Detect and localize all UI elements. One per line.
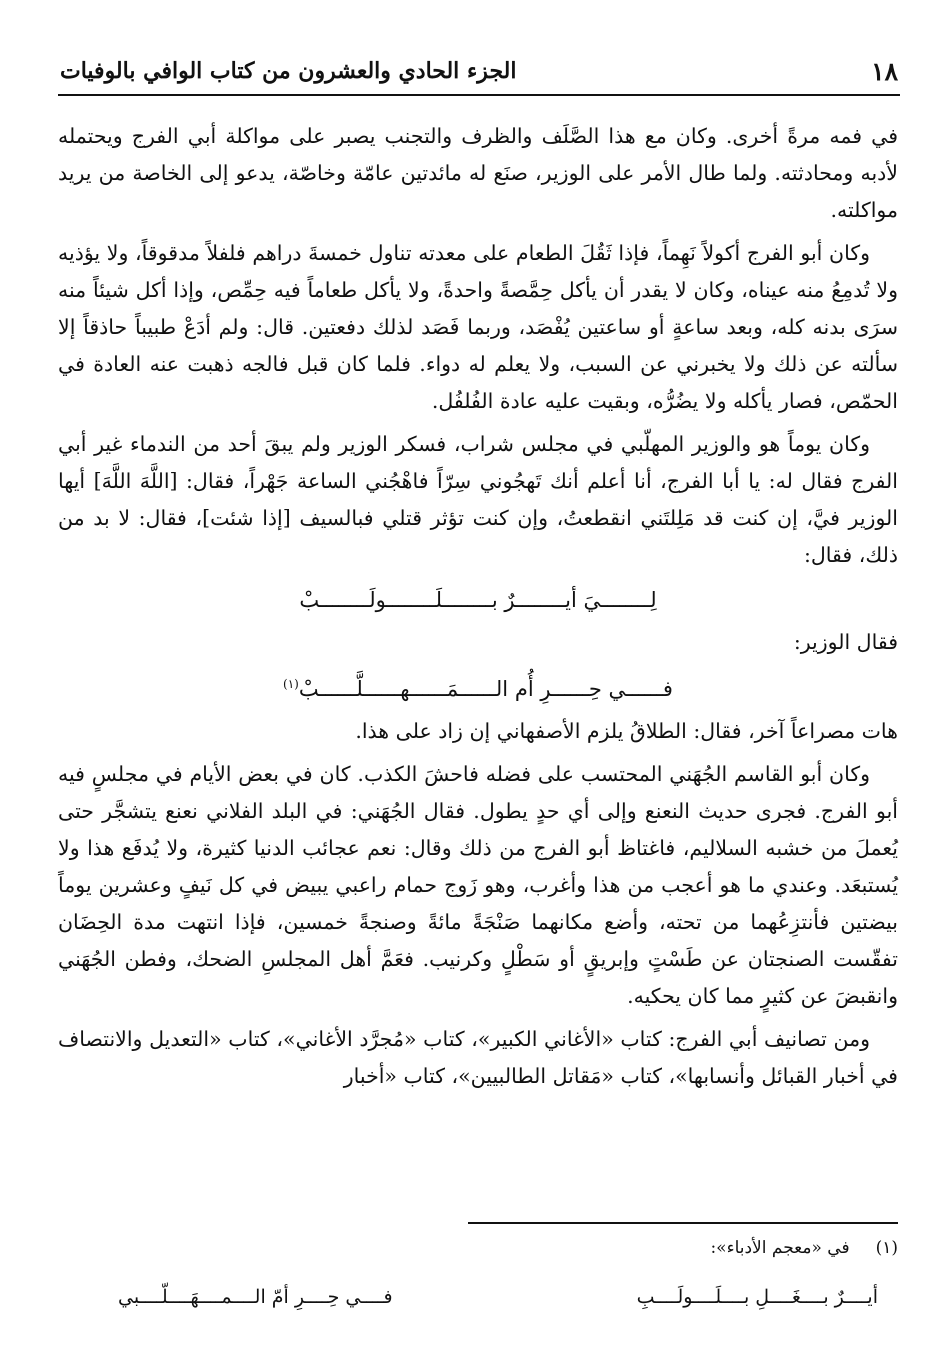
vizier-label: فقال الوزير:: [793, 630, 898, 654]
paragraph-1: في فمه مرةً أخرى. وكان مع هذا الصَّلَف والظرف والتجنب يصبر على مواكلة أبي الفرج ويحتمله لأدبه ومحادثته. ولما طال الأمر على الوزير، صنَع له مائدتين عامّة وخاصّة، يدعو إلى الخاصة من يريد مواكلته.: [58, 124, 898, 222]
header-rule: [58, 94, 900, 96]
page-header: [60, 54, 898, 88]
footnote-number: (١): [875, 1238, 898, 1258]
footnote-verse: [58, 1286, 898, 1308]
paragraph-5: وكان أبو القاسم الجُهَني المحتسب على فضله فاحشَ الكذب. كان في بعض الأيام في مجلسٍ فيه أبو الفرج. فجرى حديث النعنع وإلى أي حدٍ يطول. فقال الجُهَني: في البلد الفلاني نعنع يتشجَّر حتى يُعملَ من خشبه السلاليم، فاغتاظ أبو الفرج من ذلك وقال: نعم عجائب الدنيا كثيرة، ولا يُدفَع هذا ولا يُستبعَد. وعندي ما هو أعجب من هذا وأغرب، وهو زَوج حمام راعبي يبيض في كل نَيفٍ وعشرين يوماً بيضتين فأنتزِعُهما من تحته، وأضع مكانهما صَنْجَةً مائةً وصنجةً خمسين، فإذا انتهت مدة الحِضَان تفقّست الصنجتان عن طَسْتٍ وإبريقٍ أو سَطْلٍ وكرنيب. فعَمَّ أهل المجلسِ الضحك، وفطن الجُهَني وانقبضَ عن كثيرٍ مما كان يحكيه.: [58, 762, 898, 1008]
footnote-verse-a: أيــــرٌ بــــغَــــلِ بــــلَــــولَــــبِ: [636, 1286, 878, 1308]
footnote-1: [58, 1232, 898, 1264]
main-text: [58, 118, 898, 1101]
paragraph-2: وكان أبو الفرج أكولاً نَهِماً، فإذا ثَقُلَ الطعام على معدته تناول خمسةَ دراهم فلفلاً مدقوقاً، ولا يؤذيه ولا تُدمِعُ منه عيناه، وكان لا يقدر أن يأكل حِمَّصةً واحدةً، ولا يأكل طعاماً فيه حِمِّص، وإذا أكل شيئاً منه سرَى بدنه كله، وبعد ساعةٍ أو ساعتين يُفْصَد، وربما فَصَد لذلك دفعتين. قال: ولم أدَعْ طبيباً حاذقاً إلا سألته عن ذلك ولا يخبرني عن السبب، ولا يعلم له دواء. فلما كان قبل فالجه ذهبت عنه العادة في الحمّص، فصار يأكله ولا يضُرُّه، وبقيت عليه عادة الفُلفُل.: [58, 241, 898, 413]
footnote-rule: [468, 1222, 898, 1224]
paragraph-4: هات مصراعاً آخر، فقال: الطلاقُ يلزم الأصفهاني إن زاد على هذا.: [355, 719, 898, 743]
verse-line-2: [58, 664, 898, 709]
running-title: الجزء الحادي والعشرون من كتاب الوافي بالوفيات: [60, 58, 517, 84]
footnote-text: في «معجم الأدباء»:: [710, 1238, 850, 1258]
paragraph-3: وكان يوماً هو والوزير المهلّبي في مجلس شراب، فسكر الوزير ولم يبقَ أحد من الندماء غير أبي الفرج فقال له: يا أبا الفرج، أنا أعلم أنك تَهجُوني سِرّاً فاهْجُني الساعة جَهْراً، فقال: [اللَّهَ اللَّهَ] أيها الوزير فيَّ، إن كنت قد مَلِلتَني انقطعتُ، وإن كنت تؤثر قتلي فبالسيف [إذا شئت]، فقال: لا بد من ذلك، فقال:: [58, 432, 898, 567]
footnote-marker: (١): [283, 677, 299, 691]
verse-line-1: لِــــــــيَ أيــــــــرٌ بــــــــلَــــــــولَــــــــبْ: [299, 588, 657, 612]
verse-line-2-text: فــــــي حِــــــرِ أُم الــــــمَــــــهــــــلَّــــــبْ: [298, 677, 673, 701]
paragraph-6: ومن تصانيف أبي الفرج: كتاب «الأغاني الكبير»، كتاب «مُجرَّد الأغاني»، كتاب «التعديل والانتصاف في أخبار القبائل وأنسابها»، كتاب «مَقاتل الطالبيين»، كتاب «أخبار: [58, 1027, 898, 1088]
page-number: ١٨: [871, 56, 898, 86]
footnotes: [58, 1232, 898, 1308]
footnote-verse-b: فــــي حِــــرِ أمّ الــــمــــهَــــلّــــبي: [118, 1286, 393, 1308]
